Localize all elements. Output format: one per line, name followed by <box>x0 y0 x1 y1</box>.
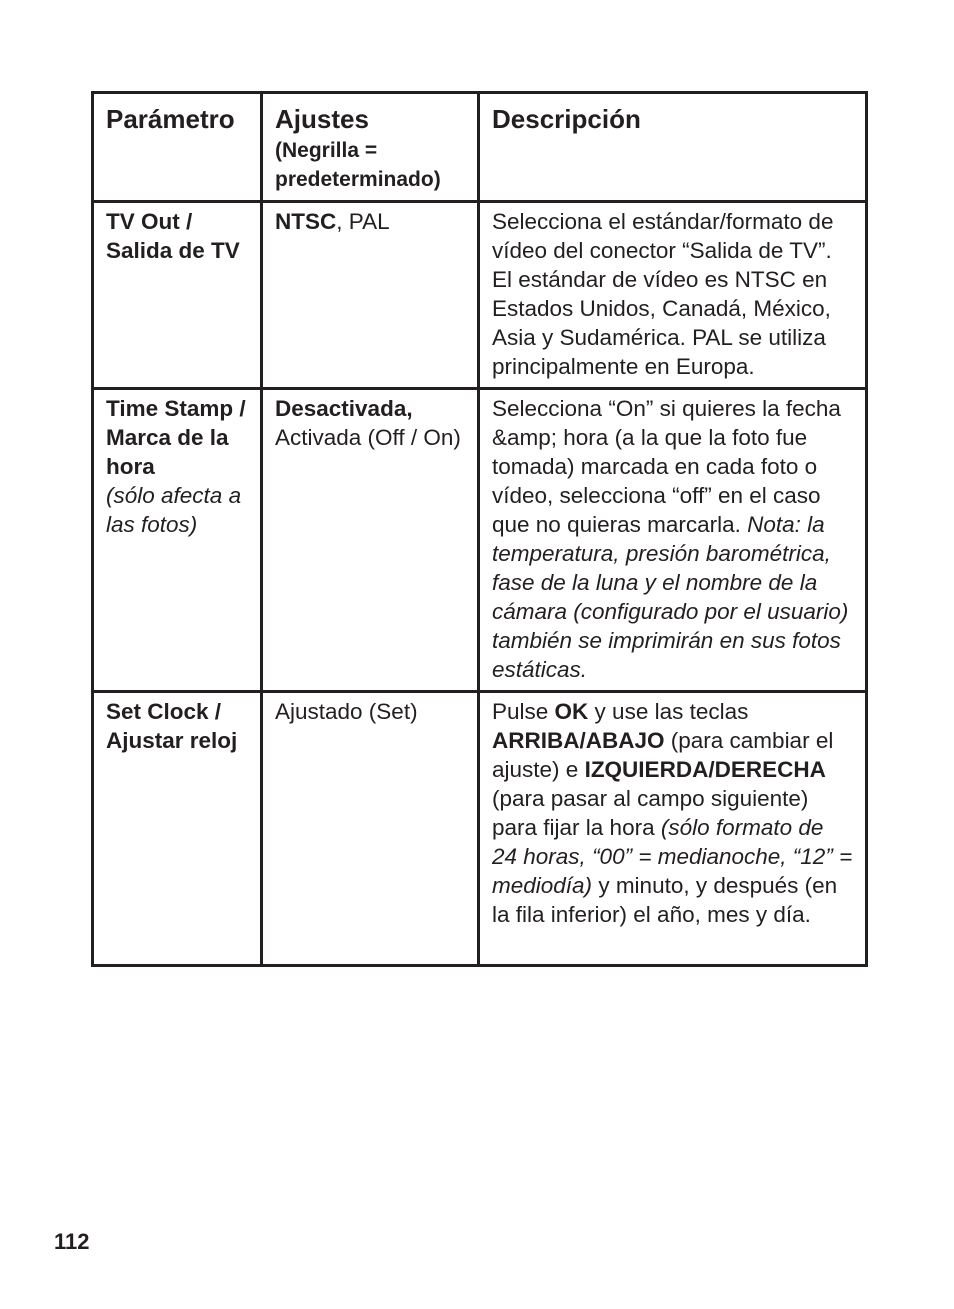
header-settings-label: Ajustes <box>275 104 369 134</box>
header-description-label: Descripción <box>492 104 641 134</box>
parameter-name: Set Clock / Ajustar reloj <box>106 699 238 753</box>
description-text-part: y use las teclas <box>588 699 749 724</box>
setting-default-value: NTSC <box>275 209 337 234</box>
setting-other-values: , PAL <box>336 209 390 234</box>
description-note: Nota: la temperatura, presión barométrica, fase de la luna y el nombre de la cámara (configurado por el usuario) también se imprimirán en sus fotos estáticas. <box>492 512 849 682</box>
description-text: Selecciona “On” si quieres la fecha &amp; hora (a la que la foto fue tomada) marcada en cada foto o vídeo, selecciona “off” en el caso que no quieras marcarla. <box>492 396 841 537</box>
description-text-part: Pulse <box>492 699 555 724</box>
header-parameter-label: Parámetro <box>106 104 235 134</box>
description-text-part: y minuto, y después (en la fila inferior) el año, mes y día. <box>492 873 838 927</box>
row-description-cell <box>479 389 867 692</box>
row-setting-cell <box>262 389 479 692</box>
header-description <box>479 93 867 202</box>
page-number: 112 <box>54 1229 90 1254</box>
table-row <box>93 692 867 966</box>
description-text-part: (para pasar al campo siguiente) para fijar la hora <box>492 786 809 840</box>
setting-other-values: Ajustado (Set) <box>275 699 418 724</box>
row-parameter-cell <box>93 389 262 692</box>
row-setting-cell <box>262 202 479 389</box>
parameter-note: (sólo afecta a las fotos) <box>106 483 242 537</box>
table-row <box>93 389 867 692</box>
table-row <box>93 202 867 389</box>
row-setting-cell <box>262 692 479 966</box>
key-ok: OK <box>554 699 589 724</box>
key-left-right: IZQUIERDA/DERECHA <box>584 757 826 782</box>
header-parameter <box>93 93 262 202</box>
header-settings <box>262 93 479 202</box>
row-description-cell <box>479 202 867 389</box>
header-settings-note: (Negrilla = predeterminado) <box>275 139 441 191</box>
parameter-name: Time Stamp / Marca de la hora <box>106 396 246 479</box>
description-italic-note: (sólo formato de 24 horas, “00” = medianoche, “12” = mediodía) <box>492 815 853 898</box>
row-description-cell <box>479 692 867 966</box>
setting-default-value: Desactivada, <box>275 396 413 421</box>
parameter-name: TV Out / Salida de TV <box>106 209 240 263</box>
settings-table <box>91 91 868 967</box>
description-text: Selecciona el estándar/formato de vídeo del conector “Salida de TV”. El estándar de vídeo es NTSC en Estados Unidos, Canadá, México, Asia y Sudamérica. PAL se utiliza principalmente en Europa. <box>492 209 834 379</box>
setting-other-values: Activada (Off / On) <box>275 425 461 450</box>
row-parameter-cell <box>93 692 262 966</box>
row-parameter-cell <box>93 202 262 389</box>
description-text-part: (para cambiar el ajuste) e <box>492 728 834 782</box>
key-up-down: ARRIBA/ABAJO <box>492 728 665 753</box>
table-header-row <box>93 93 867 202</box>
